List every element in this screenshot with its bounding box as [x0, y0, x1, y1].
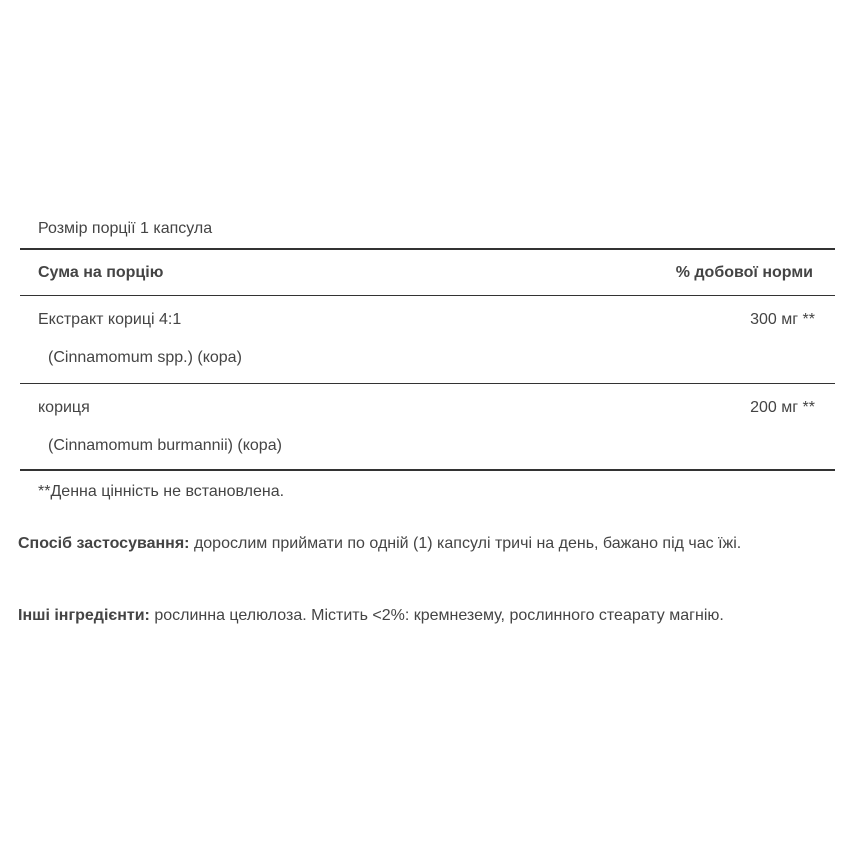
- daily-value-footnote: **Денна цінність не встановлена.: [38, 483, 285, 500]
- ingredient-name: кориця: [38, 399, 90, 416]
- other-ingredients-text: рослинна целюлоза. Містить <2%: кремнезему, рослинного стеарату магнію.: [149, 607, 724, 624]
- ingredient-detail: (Cinnamomum burmannii) (кора): [48, 437, 282, 454]
- other-ingredients-paragraph: [18, 604, 833, 628]
- usage-paragraph: [18, 532, 833, 556]
- table-header: [20, 250, 835, 296]
- amount-per-serving-header: Сума на порцію: [38, 264, 164, 281]
- usage-label: Спосіб застосування:: [18, 535, 190, 552]
- ingredient-detail: (Cinnamomum spp.) (кора): [48, 349, 242, 366]
- supplement-facts-table: [20, 215, 835, 511]
- table-row: [20, 296, 835, 384]
- ingredient-amount: 200 мг **: [750, 399, 815, 416]
- daily-value-header: % добової норми: [675, 264, 813, 281]
- table-row: [20, 384, 835, 471]
- ingredient-amount: 300 мг **: [750, 311, 815, 328]
- usage-text: дорослим приймати по одній (1) капсулі тричі на день, бажано під час їжі.: [189, 535, 742, 552]
- ingredient-name: Екстракт кориці 4:1: [38, 311, 182, 328]
- other-ingredients-label: Інші інгредієнти:: [18, 607, 150, 624]
- serving-size: Розмір порції 1 капсула: [20, 215, 835, 250]
